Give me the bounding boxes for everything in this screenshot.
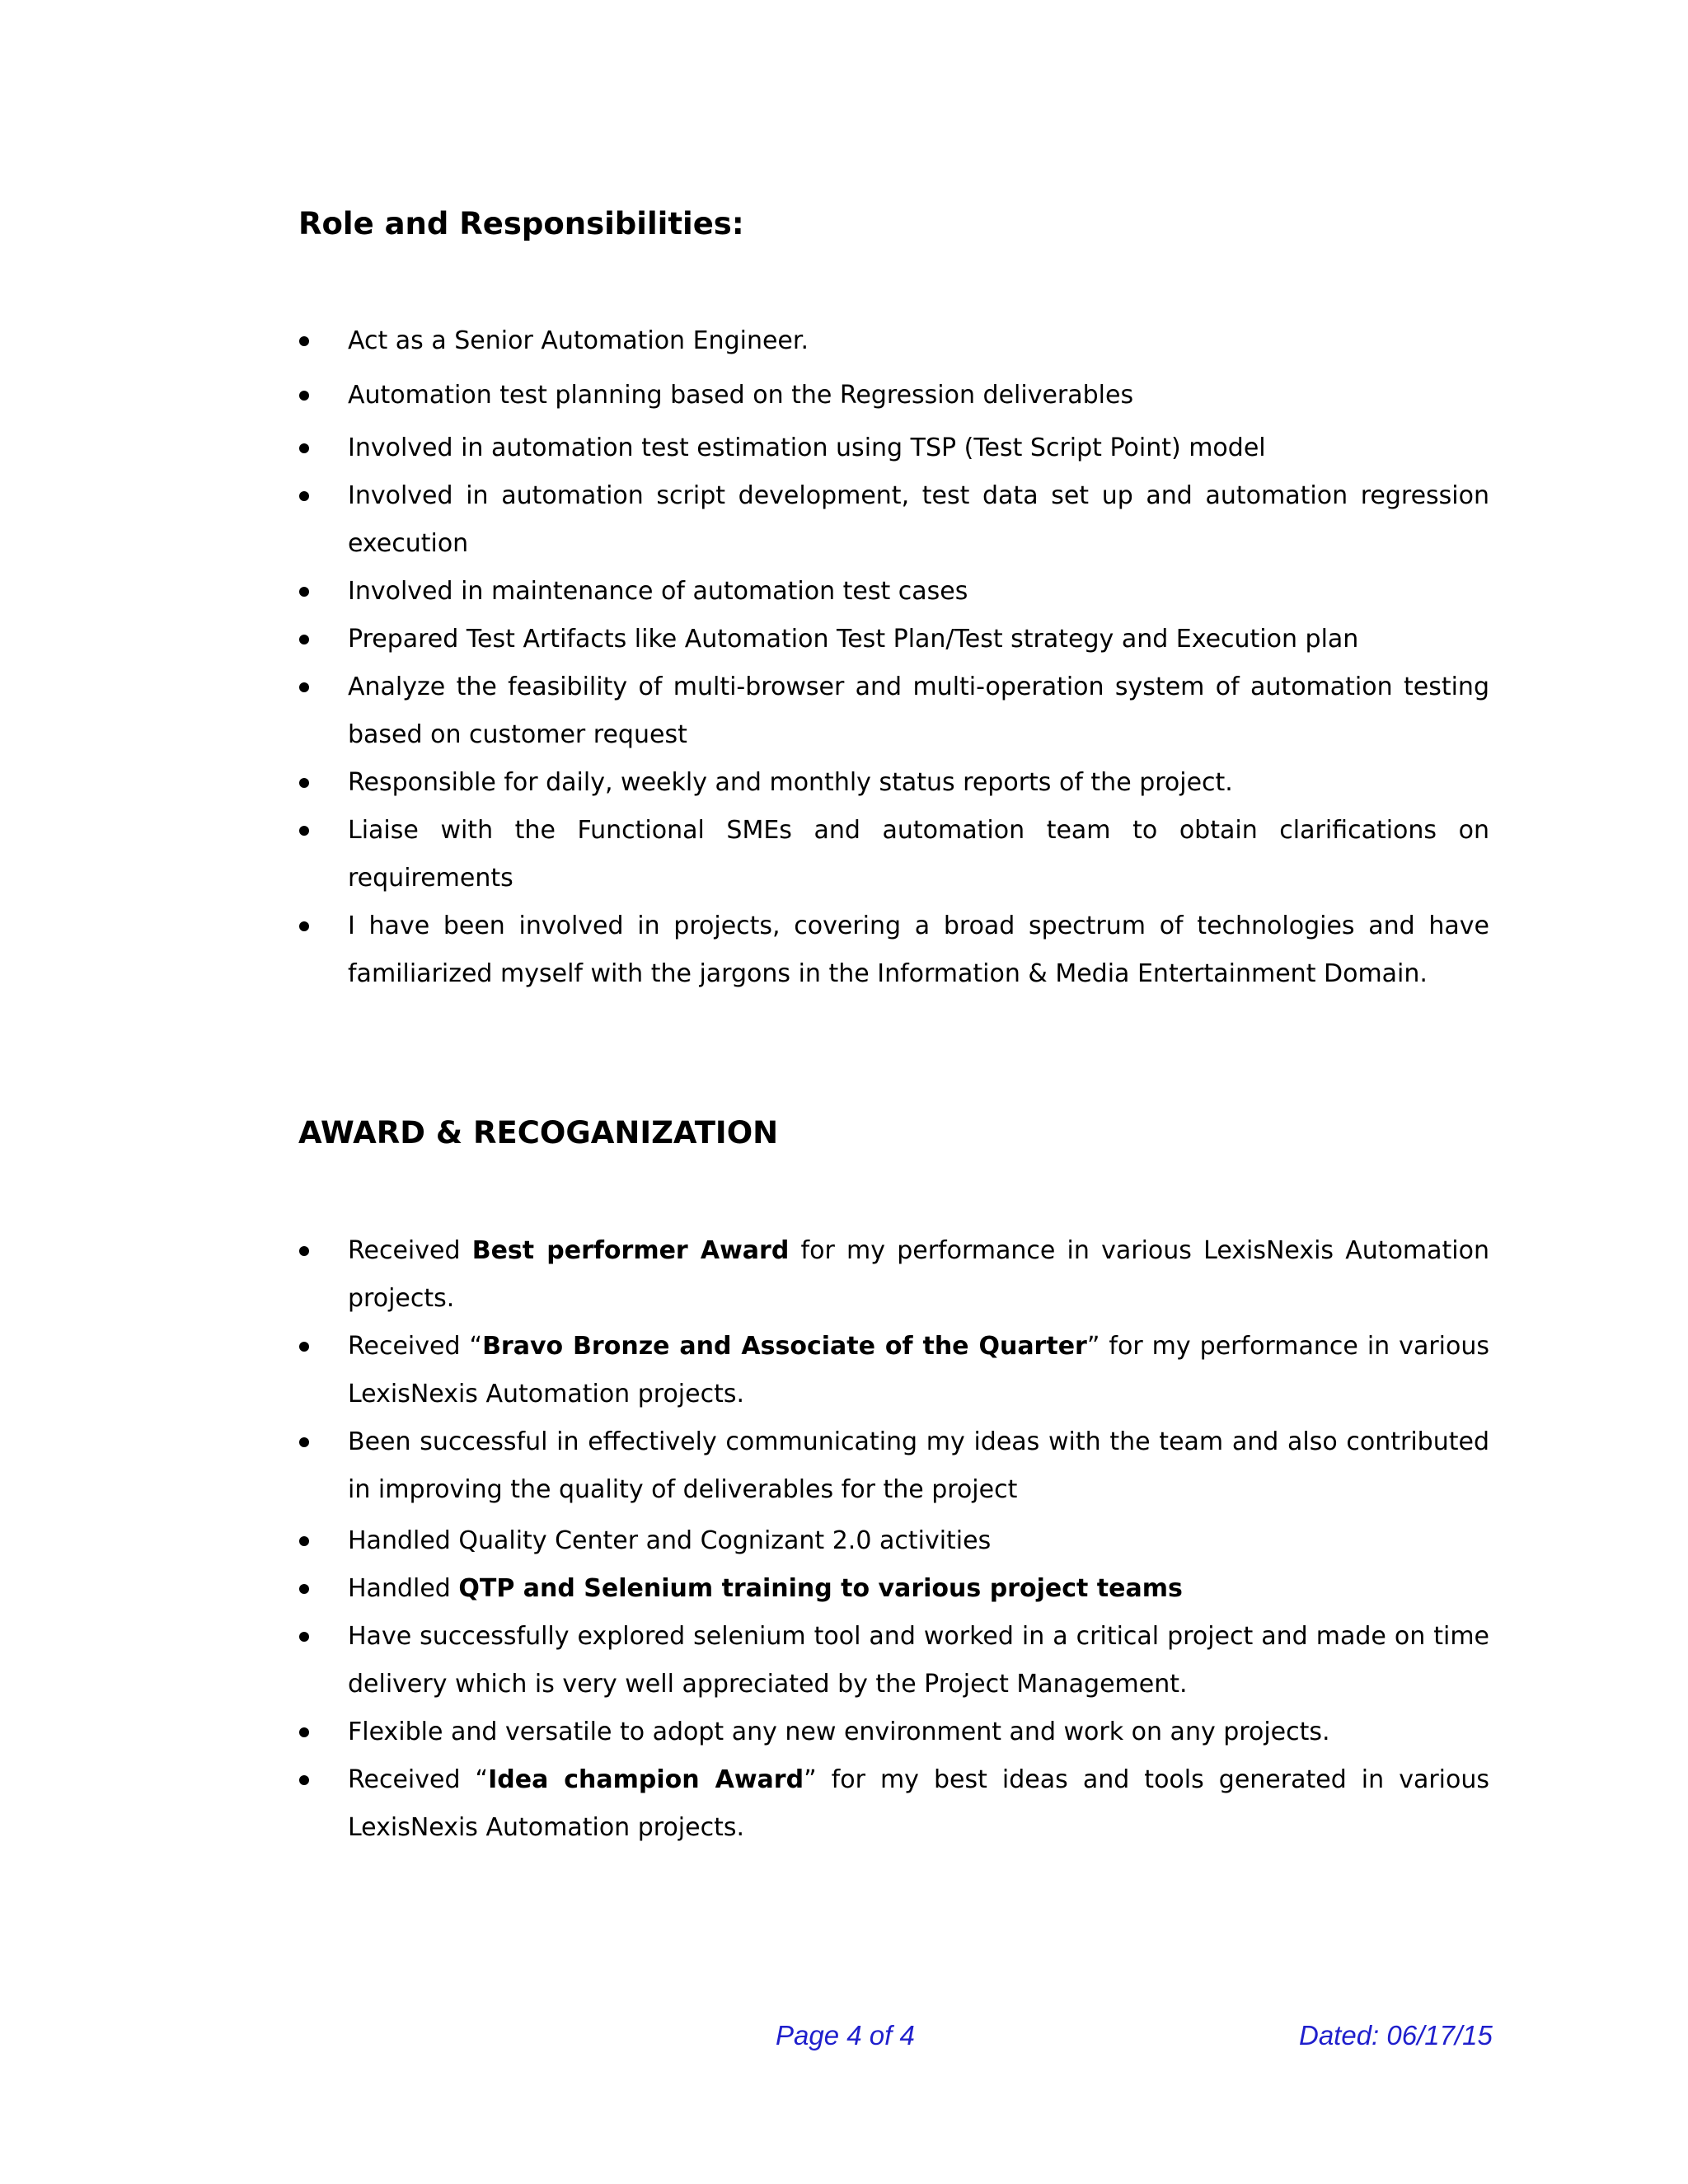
list-item bbox=[298, 1756, 1489, 1852]
list-item bbox=[298, 1565, 1489, 1613]
list-item bbox=[298, 807, 1489, 902]
bullet-icon bbox=[299, 391, 309, 401]
bullet-icon bbox=[299, 443, 309, 453]
bullet-icon bbox=[299, 1775, 309, 1785]
list-item bbox=[298, 568, 1489, 616]
bullet-icon bbox=[299, 921, 309, 931]
list-item-text-post: ” for my performance in various LexisNexis Automation projects. bbox=[348, 1332, 1489, 1408]
list-item-text-bold: QTP and Selenium training to various project teams bbox=[458, 1574, 1183, 1603]
list-item bbox=[298, 372, 1489, 419]
list-item-text: Involved in automation test estimation using TSP (Test Script Point) model bbox=[348, 434, 1266, 462]
list-item-text-post: ” for my best ideas and tools generated in various LexisNexis Automation projects. bbox=[348, 1765, 1489, 1842]
list-item-text-bold: Best performer Award bbox=[471, 1236, 790, 1265]
bullet-icon bbox=[299, 336, 309, 346]
bullet-icon bbox=[299, 826, 309, 836]
bullet-icon bbox=[299, 682, 309, 692]
page-number: Page 4 of 4 bbox=[776, 2020, 915, 2050]
list-item-text: Involved in maintenance of automation test cases bbox=[348, 577, 968, 606]
bullet-icon bbox=[299, 1536, 309, 1546]
list-item-text-pre: Received bbox=[348, 1236, 472, 1265]
list-item bbox=[298, 424, 1489, 472]
list-item bbox=[298, 663, 1489, 759]
list-item-text-bold: Idea champion Award bbox=[488, 1765, 804, 1794]
bullet-icon bbox=[299, 635, 309, 644]
list-item-text-pre: Received “ bbox=[348, 1765, 489, 1794]
roles-heading: Role and Responsibilities: bbox=[298, 206, 744, 241]
list-item bbox=[298, 1613, 1489, 1708]
list-item-text: Automation test planning based on the Regression deliverables bbox=[348, 381, 1134, 410]
list-item-text-pre: Received “ bbox=[348, 1332, 483, 1361]
list-item bbox=[298, 317, 1489, 365]
bullet-icon bbox=[299, 1437, 309, 1447]
list-item-text: Involved in automation script development, test data set up and automation regression execution bbox=[348, 481, 1489, 558]
list-item-text-pre: Handled Quality Center and Cognizant 2.0 activities bbox=[348, 1526, 992, 1555]
list-item bbox=[298, 1418, 1489, 1514]
list-item-text: Responsible for daily, weekly and monthly status reports of the project. bbox=[348, 768, 1233, 797]
list-item bbox=[298, 902, 1489, 998]
list-item-text-pre: Handled bbox=[348, 1574, 459, 1603]
list-item bbox=[298, 1708, 1489, 1756]
list-item-text-bold: Bravo Bronze and Associate of the Quarter bbox=[482, 1332, 1087, 1361]
bullet-icon bbox=[299, 491, 309, 501]
list-item-text-pre: Have successfully explored selenium tool and worked in a critical project and made on time delivery which is very well appreciated by the Project Management. bbox=[348, 1622, 1489, 1699]
bullet-icon bbox=[299, 1246, 309, 1256]
bullet-icon bbox=[299, 778, 309, 788]
list-item-text: Analyze the feasibility of multi-browser and multi-operation system of automation testing based on customer request bbox=[348, 673, 1489, 749]
bullet-icon bbox=[299, 587, 309, 597]
list-item-text-pre: Flexible and versatile to adopt any new environment and work on any projects. bbox=[348, 1718, 1330, 1746]
awards-heading: AWARD & RECOGANIZATION bbox=[298, 1115, 779, 1151]
list-item-text: Liaise with the Functional SMEs and automation team to obtain clarifications on requirements bbox=[348, 816, 1489, 893]
list-item bbox=[298, 759, 1489, 807]
bullet-icon bbox=[299, 1727, 309, 1737]
list-item-text-pre: Been successful in effectively communicating my ideas with the team and also contributed in improving the quality of deliverables for the project bbox=[348, 1427, 1489, 1504]
list-item bbox=[298, 1517, 1489, 1565]
list-item bbox=[298, 1323, 1489, 1418]
roles-list bbox=[298, 317, 1489, 998]
bullet-icon bbox=[299, 1342, 309, 1352]
list-item bbox=[298, 1227, 1489, 1323]
date-stamp: Dated: 06/17/15 bbox=[1299, 2020, 1493, 2050]
bullet-icon bbox=[299, 1584, 309, 1594]
list-item-text: I have been involved in projects, covering a broad spectrum of technologies and have familiarized myself with the jargons in the Information & Media Entertainment Domain. bbox=[348, 912, 1489, 988]
list-item bbox=[298, 616, 1489, 663]
list-item-text: Act as a Senior Automation Engineer. bbox=[348, 326, 809, 355]
awards-list bbox=[298, 1227, 1489, 1852]
list-item-text-post: for my performance in various LexisNexis Automation projects. bbox=[348, 1236, 1489, 1313]
list-item bbox=[298, 472, 1489, 568]
bullet-icon bbox=[299, 1632, 309, 1642]
list-item-text: Prepared Test Artifacts like Automation Test Plan/Test strategy and Execution plan bbox=[348, 625, 1359, 654]
